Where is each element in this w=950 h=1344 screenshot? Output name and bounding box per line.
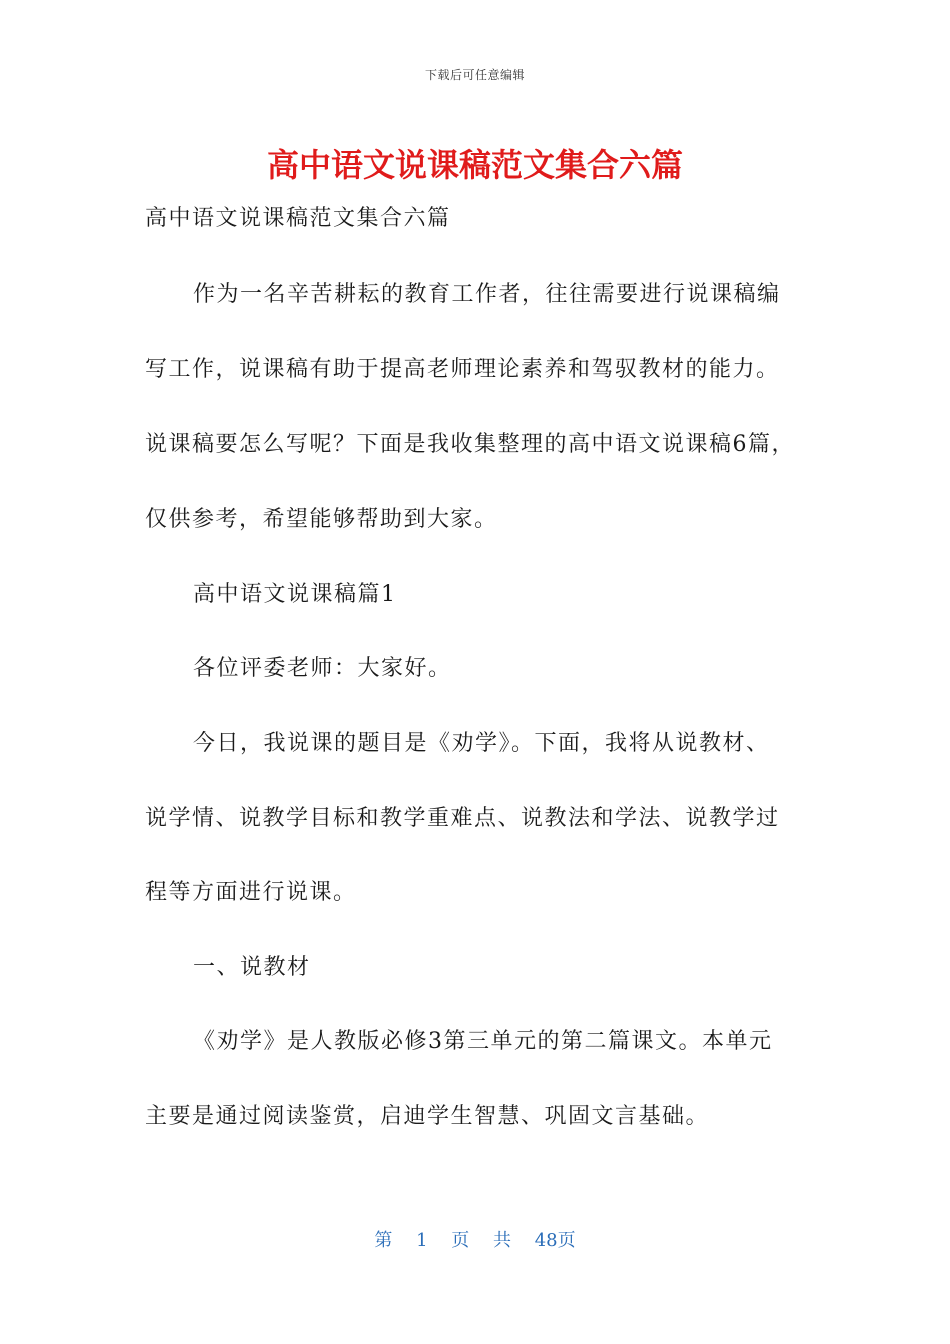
section-heading: 一、说教材 xyxy=(193,955,311,980)
paragraph-line: 《劝学》是人教版必修3第三单元的第二篇课文。本单元 xyxy=(193,1029,773,1054)
paragraph-line: 各位评委老师：大家好。 xyxy=(193,656,452,681)
paragraph-line: 写工作，说课稿有助于提高老师理论素养和驾驭教材的能力。 xyxy=(145,357,780,382)
paragraph-line: 作为一名辛苦耕耘的教育工作者，往往需要进行说课稿编 xyxy=(193,282,781,307)
footer-total-pages: 48页 xyxy=(534,1230,576,1251)
document-title: 高中语文说课稿范文集合六篇 xyxy=(266,146,683,184)
footer-label-ye: 页 xyxy=(451,1230,470,1251)
paragraph-line: 主要是通过阅读鉴赏，启迪学生智慧、巩固文言基础。 xyxy=(145,1104,710,1129)
paragraph-line: 程等方面进行说课。 xyxy=(145,880,357,905)
paragraph-line: 今日，我说课的题目是《劝学》。下面，我将从说教材、 xyxy=(193,731,770,756)
footer-current-page: 1 xyxy=(416,1230,428,1251)
footer-label-di: 第 xyxy=(374,1230,393,1251)
paragraph-line: 仅供参考，希望能够帮助到大家。 xyxy=(145,507,498,532)
paragraph-line: 说学情、说教学目标和教学重难点、说教法和学法、说教学过 xyxy=(145,806,780,831)
header-note: 下载后可任意编辑 xyxy=(424,68,525,82)
paragraph-line: 说课稿要怎么写呢？下面是我收集整理的高中语文说课稿6篇， xyxy=(145,432,795,457)
footer-label-gong: 共 xyxy=(493,1230,511,1251)
page-footer xyxy=(0,1226,950,1252)
subtitle-line: 高中语文说课稿范文集合六篇 xyxy=(145,206,451,231)
section-heading: 高中语文说课稿篇1 xyxy=(193,582,397,607)
